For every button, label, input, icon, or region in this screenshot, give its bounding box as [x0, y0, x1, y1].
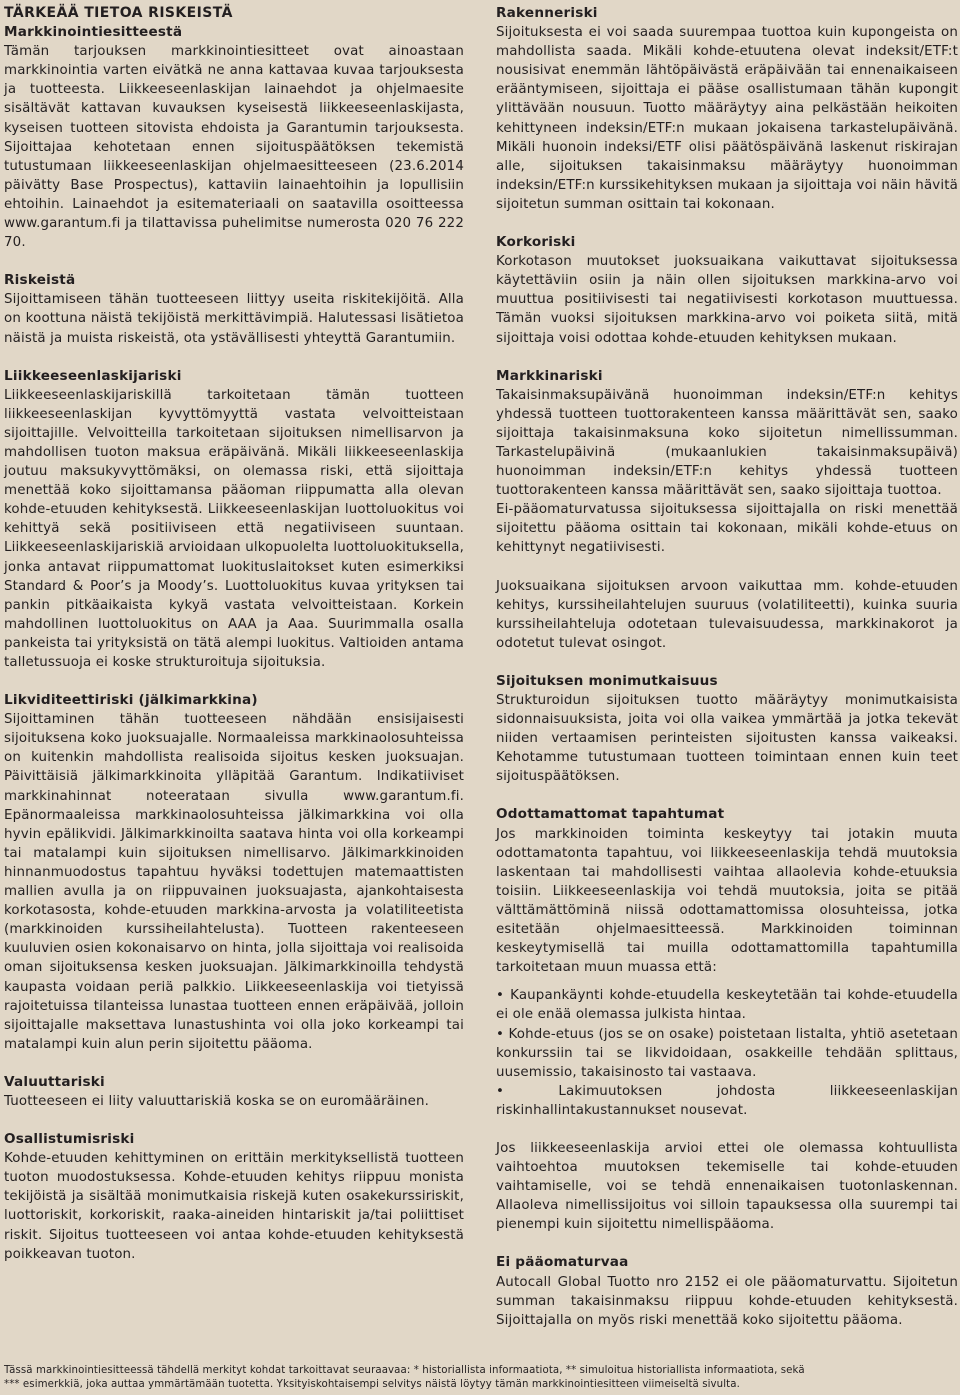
participation-risk-heading: Osallistumisriski — [4, 1131, 135, 1148]
section-market-risk — [496, 367, 958, 653]
footnote-line-2: *** esimerkkiä, joka auttaa ymmärtämään tuotetta. Yksityiskohtaisempi selvitys näistä löytyy tämän markkinointiesitteen viimeiseltä sivulta. — [4, 1379, 740, 1391]
list-item: • Kohde-etuus (jos se on osake) poistetaan listalta, yhtiö asetetaan konkurssiin tai se likvidoidaan, osakkeille tehdään splittaus, uusemissio, takaisinosto tai vastaava. — [496, 1026, 958, 1080]
risks-text: Sijoittamiseen tähän tuotteeseen liittyy useita riskitekijöitä. Alla on koottuna näistä tekijöistä merkittävimpiä. Halutessasi lisätietoa näistä ja muista riskeistä, ota ystävällisesti yhteyttä Garantumiin. — [4, 292, 464, 346]
interest-risk-text: Korkotason muutokset juoksuaikana vaikuttavat sijoituksessa käytettäviin osiin ja näin ollen sijoituksen markkina-arvo voi muuttua positiivisesti tai negatiivisesti korkotason muuttuessa. Tämän vuoksi sijoituksen markkina-arvo voi poiketa siitä, mitä sijoittaja voisi odottaa kohde-etuuden kehityksen mukaan. — [496, 254, 958, 346]
liquidity-risk-text: Sijoittaminen tähän tuotteeseen nähdään ensisijaisesti sijoituksena koko juoksuajalle. Normaaleissa markkinaolosuhteissa on kuitenkin mahdollista realisoida sijoitus kesken juoksuajan. Päivittäisiä jälkimarkkinoita ylläpitää Garantum. Indikatiiviset markkinahinnat noteerataan sivulla www.garantum.fi. Epänormaaleissa markkinaolosuhteissa jälkimarkkina voi olla hyvin epälikvidi. Jälkimarkkinoilta saatava hinta voi olla korkeampi tai matalampi kuin sijoituksen nimellisarvo. Jälkimarkkinoiden hinnanmuodostus tapahtuu hyväksi todettujen matemaattisten mallien avulla ja on riippuvainen juoksuajasta, ajankohtaisesta korkotasosta, kohde-etuuden markkina-arvosta ja volatiliteetista (markkinoiden kurssiheilahtelusta). Tuotteen rakenteeseen kuuluvien osien kokonaisarvo on hinta, jolla sijoittaja voi realisoida oman sijoituksensa kesken juoksuajan. Jälkimarkkinoilla tehdystä kaupasta voidaan periä palkkio. Liikkeeseenlaskija voi tietyissä rajoitetuissa tilanteissa lunastaa tuotteen ennen eräpäivää, jolloin sijoittajalle maksettava lunastushinta voi olla joko korkeampi tai matalampi kuin alun perin sijoitettu pääoma. — [4, 712, 464, 1052]
participation-risk-text: Kohde-etuuden kehittyminen on erittäin merkityksellistä tuotteen tuoton muodostuksessa. Kohde-etuuden kehitys riippuu monista tekijöistä ja sisältää monimutkaisia riskejä kuten osakekurssiriskit, luottoriskit, korkoriskit, raaka-aineiden hintariskit ja/tai poliittiset riskit. Sijoitus tuotteeseen voi antaa kohde-etuuden kehityksestä poikkeavan tuoton. — [4, 1151, 464, 1262]
interest-risk-heading: Korkoriski — [496, 234, 576, 251]
paragraph-gap — [496, 558, 958, 577]
section-liquidity-risk — [4, 691, 464, 1054]
section-currency-risk — [4, 1073, 464, 1111]
right-column — [496, 4, 958, 1349]
unexpected-events-intro: Jos markkinoiden toiminta keskeytyy tai jotakin muuta odottamatonta tapahtuu, voi liikkeeseenlaskija tehdä muutoksia laskentaan tai mahdollisesti vaihtaa allaolevia kohde-etuuksia toisiin. Liikkeeseenlaskija voi tehdä muutoksia, joita se pitää välttämättöminä niissä odottamattomissa olosuhteissa, jotka esitetään ohjelmaesitteessä. Markkinoiden toiminnan keskeytymisellä tai muilla odottamattomilla tapahtumilla tarkoitetaan muun muassa että: — [496, 826, 958, 976]
no-capital-protection-text: Autocall Global Tuotto nro 2152 ei ole pääomaturvattu. Sijoitetun summan takaisinmaksu riippuu kohde-etuuden kehityksestä. Sijoittajalla on myös riski menettää koko sijoitettu pääoma. — [496, 1274, 958, 1328]
currency-risk-heading: Valuuttariski — [4, 1073, 105, 1090]
no-capital-protection-heading: Ei pääomaturvaa — [496, 1254, 629, 1271]
list-item: • Lakimuutoksen johdosta liikkeeseenlaskijan riskinhallintakustannukset nousevat. — [496, 1083, 958, 1118]
issuer-risk-text: Liikkeeseenlaskijariskillä tarkoitetaan tämän tuotteen liikkeeseenlaskijan kyvyttömyyttä vastata velvoitteistaan sijoittajille. Velvoitteilla tarkoitetaan sijoituksen nimellisarvon ja mahdollisen tuoton maksua eräpäivänä. Mikäli liikkeeseenlaskija joutuu maksukyvyttömäksi, on olemassa riski, että sijoittaja menettää koko sijoittamansa pääoman riippumatta alla olevan kohde-etuuden kehityksestä. Liikkeeseenlaskijan luottoluokitus voi kehittyä sekä positiiviseen että negatiiviseen suuntaan. Liikkeeseenlaskijariskiä arvioidaan ulkopuolelta luottoluokituksella, jonka antavat riippumattomat luokituslaitokset kuten esimerkiksi Standard & Poor’s ja Moody’s. Luottoluokitus kuvaa yrityksen tai pankin pitkäaikaista kykyä vastata velvoitteistaan. Korkein mahdollinen luottoluokitus on AAA ja Aaa. Suurimmalla osalla pankeista tai yrityksistä on tätä alempi luokitus. Valtioiden antama talletussuoja ei koske strukturoituja sijoituksia. — [4, 387, 464, 670]
section-participation-risk — [4, 1130, 464, 1264]
marketing-heading: Markkinointiesitteestä — [4, 24, 183, 41]
structure-risk-heading: Rakenneriski — [496, 5, 598, 21]
unexpected-events-list — [496, 986, 958, 1120]
section-issuer-risk — [4, 367, 464, 673]
liquidity-risk-heading: Likviditeettiriski (jälkimarkkina) — [4, 692, 258, 709]
section-interest-risk — [496, 233, 958, 348]
section-risks — [4, 271, 464, 347]
left-column — [4, 4, 464, 1283]
issuer-risk-heading: Liikkeeseenlaskijariski — [4, 367, 182, 384]
section-complexity — [496, 672, 958, 787]
marketing-text: Tämän tarjouksen markkinointiesitteet ovat ainoastaan markkinointia varten eivätkä ne anna kattavaa kuvaa tarjouksesta ja tuotteesta. Liikkeeseenlaskijan lainaehdot ja ohjelmaesite sisältävät kattavan kuvauksen kyseisestä liikkeeseenlaskijasta, kyseisen tuotteen sitovista ehdoista ja Garantumin tarjouksesta. Sijoittajaa kehotetaan ennen sijoituspäätöksen tekemistä tutustumaan liikkeeseenlaskijan ohjelmaesitteeseen (23.6.2014 päivätty Base Prospectus), kattaviin lainaehtoihin ja lopullisiin ehtoihin. Lainaehdot ja esitemateriaali on saatavilla osoitteessa www.garantum.fi ja tilattavissa puhelimitse numerosta 020 76 222 70. — [4, 44, 464, 251]
currency-risk-text: Tuotteeseen ei liity valuuttariskiä koska se on euromääräinen. — [4, 1093, 430, 1109]
section-marketing — [4, 4, 464, 252]
risks-heading: Riskeistä — [4, 272, 76, 289]
market-risk-text-1: Takaisinmaksupäivänä huonoimman indeksin/ETF:n kehitys yhdessä tuotteen tuottorakenteen kanssa määrittävät sen, saako sijoittaja takaisinmaksuna koko sijoitetun nimellissumman. Tarkastelupäivinä (mukaanlukien takaisinmaksupäivä) huonoimman indeksin/ETF:n kehitys yhdessä tuotteen tuottorakenteen kanssa määrittävät sen, saako sijoittaja tuottoa. — [496, 387, 958, 499]
footnote — [4, 1364, 954, 1393]
unexpected-events-heading: Odottamattomat tapahtumat — [496, 806, 725, 823]
structure-risk-text: Sijoituksesta ei voi saada suurempaa tuottoa kuin kupongeista on mahdollista saada. Mikäli kohde-etuutena olevat indeksit/ETF:t nousisivat enemmän lähtöpäivästä eräpäivään tai ennenaikaiseen erääntymiseen, sijoittaja ei pääse osallistumaan tähän kupongit ylittävään nousuun. Tuotto määräytyy aina pelkästään heikoiten kehittyneen indeksin/ETF:n mukaan jokaisena tarkastelupäivänä. Mikäli huonoin indeksi/ETF olisi päätöspäivänä laskenut riskirajan alle, sijoituksen takaisinmaksu määräytyy huonoimman indeksin/ETF:n kurssikehityksen mukaan ja sijoittaja voi näin hävitä sijoitetun summan osittain tai kokonaan. — [496, 25, 958, 212]
complexity-heading: Sijoituksen monimutkaisuus — [496, 672, 718, 689]
paragraph-gap — [496, 1120, 958, 1139]
list-item: • Kaupankäynti kohde-etuudella keskeytetään tai kohde-etuudella ei ole enää olemassa julkista hintaa. — [496, 988, 958, 1023]
market-risk-text-2: Ei-pääomaturvatussa sijoituksessa sijoittajalla on riski menettää sijoitettu pääoma osittain tai kokonaan, mikäli kohde-etuus on kehittynyt negatiivisesti. — [496, 502, 958, 556]
section-no-capital-protection — [496, 1253, 958, 1329]
market-risk-heading: Markkinariski — [496, 367, 603, 384]
unexpected-events-outro: Jos liikkeeseenlaskija arvioi ettei ole olemassa kohtuullista vaihtoehtoa muutoksen tekemiselle tai kohde-etuuden vaihtamiselle, voi se tehdä ennenaikaisen tuotonlaskennan. Allaoleva nimellissijoitus voi silloin tapauksessa olla suurempi tai pienempi kuin sijoitettu nimellispääoma. — [496, 1140, 958, 1233]
market-risk-text-3: Juoksuaikana sijoituksen arvoon vaikuttaa mm. kohde-etuuden kehitys, kurssiheilahtelujen suuruus (volatiliteetti), kuinka suuria kurssiheilahteluja odotetaan tulevaisuudessa, markkinakorot ja odotetut tulevat osingot. — [496, 578, 958, 651]
paragraph-gap — [496, 977, 958, 986]
page-heading: TÄRKEÄÄ TIETOA RISKEISTÄ — [4, 5, 233, 21]
section-structure-risk — [496, 4, 958, 214]
complexity-text: Strukturoidun sijoituksen tuotto määräytyy monimutkaisista sidonnaisuuksista, joita voi olla vaikea ymmärtää ja jotka tekevät niiden vertaamisen perinteisten sijoitusten kanssa vaikeaksi. Kehotamme tutustumaan tuotteen toimintaan ennen kuin teet sijoituspäätöksen. — [496, 693, 958, 785]
footnote-line-1: Tässä markkinointiesitteessä tähdellä merkityt kohdat tarkoittavat seuraavaa: * historiallista informaatiota, ** simuloitua historiallista informaatiota, sekä — [4, 1365, 805, 1376]
section-unexpected-events — [496, 805, 958, 1234]
